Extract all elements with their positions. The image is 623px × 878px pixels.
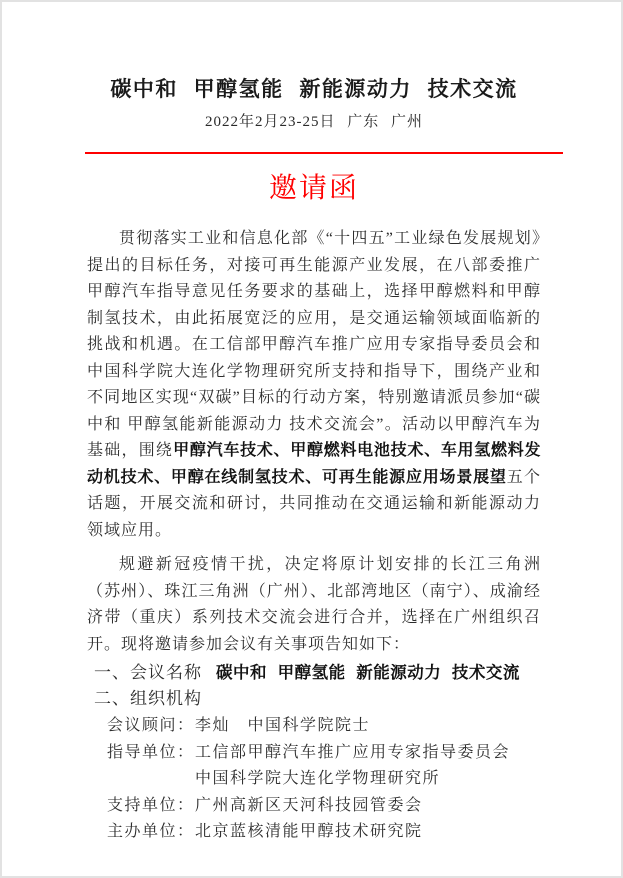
org-row-host [107, 819, 541, 846]
intro-paragraph-bold-topics: 甲醇汽车技术、甲醇燃料电池技术、车用氢燃料发动机技术、甲醇在线制氢技术、可再生能源应用场景展望 [87, 442, 541, 486]
section-list [87, 660, 541, 712]
document-date-location: 2022年2月23-25日 广东 广州 [205, 114, 423, 130]
org-row-support [107, 793, 541, 820]
venue-paragraph: 规避新冠疫情干扰，决定将原计划安排的长江三角洲（苏州）、珠江三角洲（广州）、北部湾地区（南宁）、成渝经济带（重庆）系列技术交流会进行合并，选择在广州组织召开。现将邀请参加会议有关事项告知如下： [87, 556, 541, 653]
section-2-label: 二、组织机构 [94, 689, 202, 708]
red-divider [85, 152, 563, 154]
org-host-label: 主办单位： [107, 823, 195, 840]
org-guidance-label: 指导单位： [107, 743, 195, 761]
org-guidance-value [195, 740, 541, 793]
org-advisor-label: 会议顾问： [107, 717, 195, 734]
org-host-value: 北京蓝核清能甲醇技术研究院 [195, 823, 423, 840]
org-support-label: 支持单位： [107, 796, 195, 814]
intro-paragraph-part2: 五个话题，开展交流和研讨，共同推动在交通运输和新能源动力领域应用。 [87, 468, 541, 539]
org-row-guidance [107, 740, 541, 793]
section-meeting-name [94, 660, 541, 686]
org-row-advisor [107, 713, 541, 740]
section-1-label: 一、会议名称 [94, 663, 202, 682]
org-support-value: 广州高新区天河科技园管委会 [195, 796, 423, 814]
intro-paragraph-part1: 贯彻落实工业和信息化部《“十四五”工业绿色发展规划》提出的目标任务，对接可再生能源产业发展，在八部委推广甲醇汽车指导意见任务要求的基础上，选择甲醇燃料和甲醇制氢技术，由此拓展宽泛的应用，是交通运输领域面临新的挑战和机遇。在工信部甲醇汽车推广应用专家指导委员会和中国科学院大连化学物理研究所支持和指导下，围绕产业和不同地区实现“双碳”目标的行动方案，特别邀请派员参加“碳中和 甲醇氢能新能源动力 技术交流会”。活动以甲醇汽车为基础，围绕 [87, 230, 541, 459]
document-title: 碳中和 甲醇氢能 新能源动力 技术交流 [110, 77, 518, 101]
document-content [2, 76, 621, 846]
organization-block [87, 713, 541, 846]
letter-heading: 邀请函 [268, 173, 359, 204]
org-guidance-line-1: 工信部甲醇汽车推广应用专家指导委员会 [195, 743, 511, 761]
section-organization [94, 686, 541, 712]
org-guidance-line-2: 中国科学院大连化学物理研究所 [195, 770, 441, 787]
section-1-meeting-name: 碳中和 甲醇氢能 新能源动力 技术交流 [216, 663, 520, 682]
intro-paragraph [87, 226, 541, 544]
org-advisor-value: 李灿 中国科学院院士 [195, 717, 371, 734]
